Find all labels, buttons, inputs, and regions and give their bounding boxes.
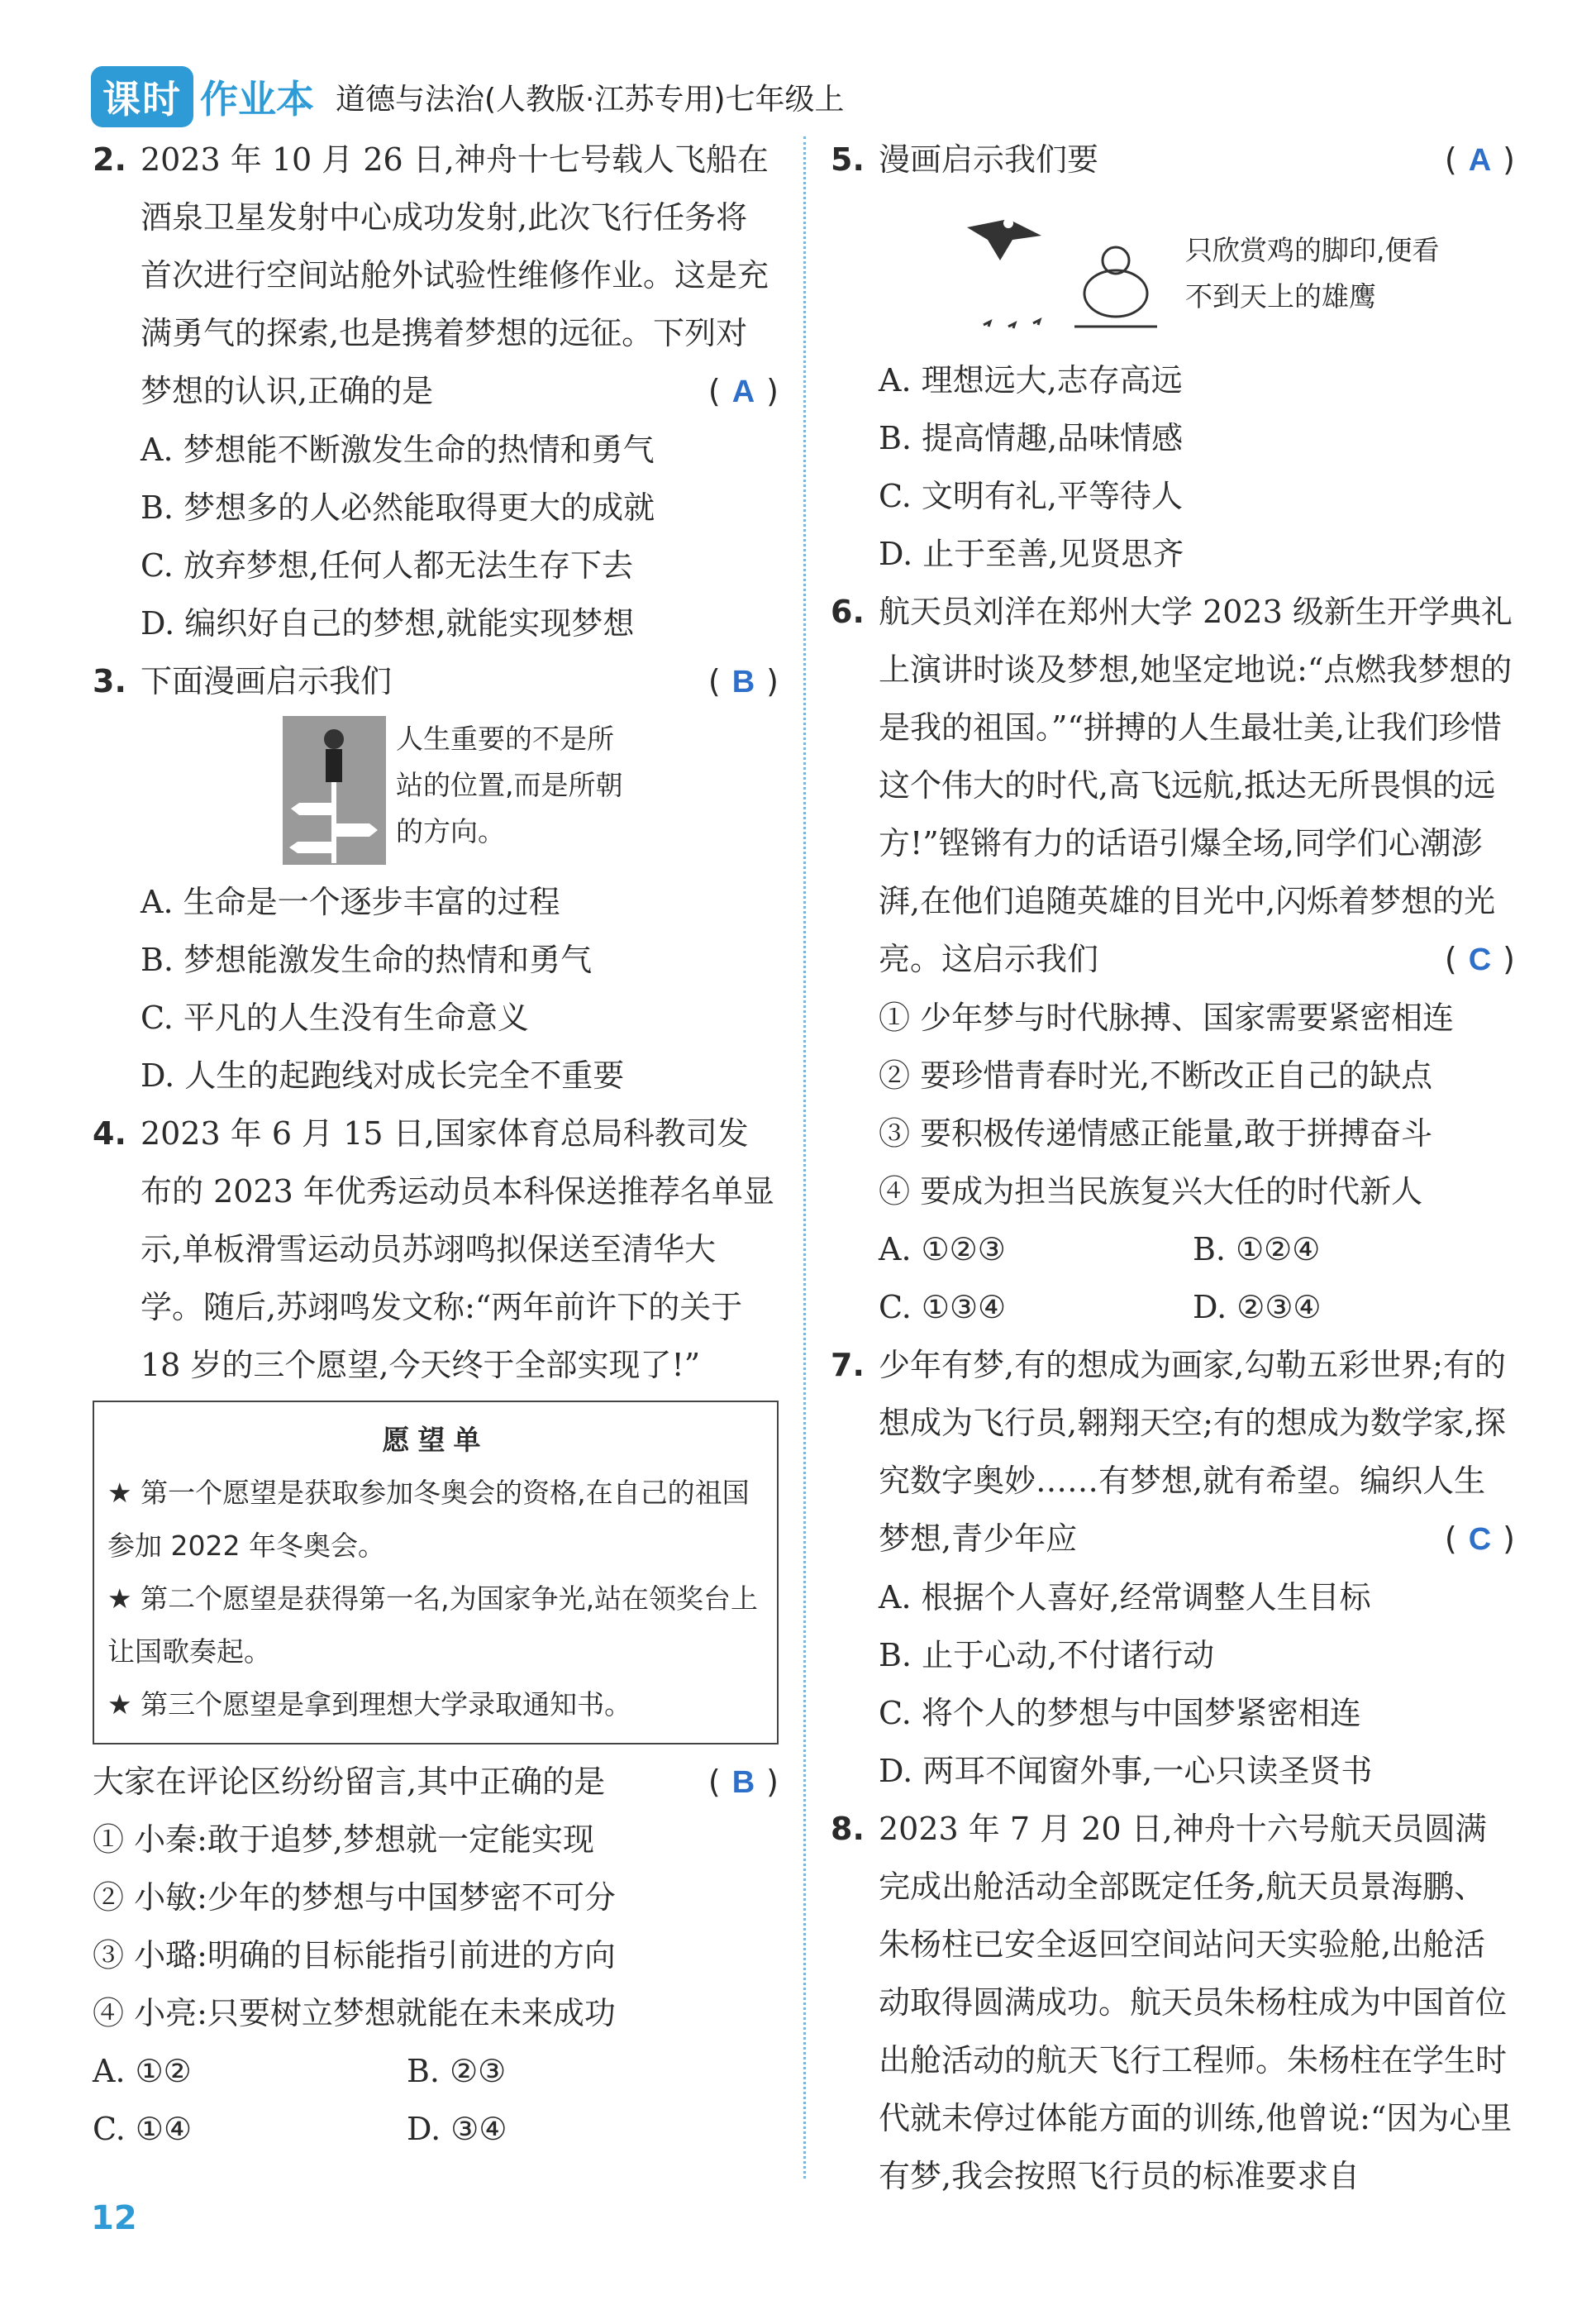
answer-letter: C: [1468, 943, 1492, 977]
signpost-cartoon-image: [283, 716, 386, 865]
question-stem: 2023 年 10 月 26 日,神舟十七号载人飞船在酒泉卫星发射中心成功发射,此次飞行任务将首次进行空间站舱外试验性维修作业。这是充满勇气的探索,也是携着梦想的远征。下列对梦想的认识,正确的是: [141, 141, 769, 409]
option-a: A. 生命是一个逐步丰富的过程: [141, 884, 560, 920]
question-stem: 航天员刘洋在郑州大学 2023 级新生开学典礼上演讲时谈及梦想,她坚定地说:“点燃我梦想的是我的祖国。”“拼搏的人生最壮美,让我们珍惜这个伟大的时代,高飞远航,抵达无所畏惧的远方!”铿锵有力的话语引爆全场,同学们心潮澎湃,在他们追随英雄的目光中,闪烁着梦想的光亮。这启示我们: [879, 594, 1513, 977]
subject-title: 道德与法治(人教版·江苏专用)七年级上: [336, 82, 845, 117]
question-number: 2.: [93, 141, 126, 178]
question-number: 4.: [93, 1115, 126, 1152]
question-5: [831, 131, 1515, 583]
option-a: A. ①②③: [879, 1231, 1006, 1267]
answer-bracket: ( C ): [1444, 1520, 1515, 1557]
option-a: A. ①②: [93, 2053, 192, 2089]
question-4: [93, 1105, 779, 2158]
statement-item: ③ 要积极传递情感正能量,敢于拼搏奋斗: [879, 1115, 1433, 1152]
answer-bracket: ( C ): [1444, 941, 1515, 977]
logo-text: 作业本: [200, 77, 314, 122]
logo: [91, 66, 314, 127]
option-c: C. 将个人的梦想与中国梦紧密相连: [879, 1695, 1361, 1731]
answer-letter: B: [731, 665, 755, 699]
question-number: 7.: [831, 1347, 865, 1383]
question-stem: 2023 年 7 月 20 日,神舟十六号航天员圆满完成出舱活动全部既定任务,航天员景海鹏、朱杨柱已安全返回空间站问天实验舱,出舱活动取得圆满成功。航天员朱杨柱成为中国首位出舱活动的航天飞行工程师。朱杨柱在学生时代就未停过体能方面的训练,他曾说:“因为心里有梦,我会按照飞行员的标准要求自: [879, 1811, 1513, 2194]
statement-item: ① 少年梦与时代脉搏、国家需要紧密相连: [879, 1000, 1455, 1036]
page-number: 12: [91, 2199, 137, 2237]
option-d: D. ②③④: [1193, 1289, 1322, 1325]
option-c: C. ①③④: [879, 1289, 1007, 1325]
answer-letter: A: [1468, 143, 1492, 178]
question-number: 8.: [831, 1811, 865, 1847]
wish-list-title: 愿望单: [382, 1424, 489, 1456]
option-d: D. 止于至善,见贤思齐: [879, 536, 1184, 572]
question-stem: 漫画启示我们要: [879, 141, 1099, 178]
option-a: A. 根据个人喜好,经常调整人生目标: [879, 1579, 1371, 1616]
question-6: [831, 583, 1515, 1336]
question-stem: 2023 年 6 月 15 日,国家体育总局科教司发布的 2023 年优秀运动员本科保送推荐名单显示,单板滑雪运动员苏翊鸣拟保送至清华大学。随后,苏翊鸣发文称:“两年前许下的关于 18 岁的三个愿望,今天终于全部实现了!”: [141, 1115, 774, 1383]
question-number: 6.: [831, 594, 865, 630]
answer-letter: A: [731, 375, 755, 409]
option-b: B. ①②④: [1193, 1231, 1321, 1267]
wish-item: ★ 第二个愿望是获得第一名,为国家争光,站在领奖台上让国歌奏起。: [107, 1582, 759, 1668]
option-d: D. ③④: [407, 2111, 507, 2147]
option-d: D. 人生的起跑线对成长完全不重要: [141, 1057, 625, 1094]
option-c: C. 放弃梦想,任何人都无法生存下去: [141, 547, 633, 584]
wish-list-box: [93, 1401, 779, 1744]
question-7: [831, 1336, 1515, 1800]
statement-item: ① 小秦:敢于追梦,梦想就一定能实现: [93, 1821, 594, 1858]
option-d: D. 编织好自己的梦想,就能实现梦想: [141, 605, 635, 642]
option-b: B. 梦想能激发生命的热情和勇气: [141, 942, 593, 978]
option-a: A. 理想远大,志存高远: [879, 362, 1183, 399]
option-grid: [831, 1220, 1515, 1336]
question-stem: 下面漫画启示我们: [141, 663, 393, 699]
option-b: B. ②③: [407, 2053, 507, 2089]
cartoon-3: [283, 716, 779, 865]
answer-bracket: ( B ): [707, 663, 779, 699]
column-divider: [803, 136, 806, 2179]
cartoon-caption: 只欣赏鸡的脚印,便看不到天上的雄鹰: [1185, 234, 1440, 313]
option-d: D. 两耳不闻窗外事,一心只读圣贤书: [879, 1753, 1373, 1789]
wish-item: ★ 第一个愿望是获取参加冬奥会的资格,在自己的祖国参加 2022 年冬奥会。: [107, 1477, 750, 1562]
option-b: B. 提高情趣,品味情感: [879, 420, 1184, 456]
answer-bracket: ( B ): [707, 1764, 779, 1800]
question-stem: 少年有梦,有的想成为画家,勾勒五彩世界;有的想成为飞行员,翱翔天空;有的想成为数学家,探究数字奥妙……有梦想,就有希望。编织人生梦想,青少年应: [879, 1347, 1506, 1557]
right-column: [831, 131, 1515, 2205]
question-3: [93, 652, 779, 1105]
eagle-chicken-cartoon-image: [950, 194, 1174, 343]
page-header: [91, 68, 845, 126]
option-c: C. 平凡的人生没有生命意义: [141, 1000, 529, 1036]
logo-badge: 课时: [91, 66, 193, 127]
question-8: [831, 1800, 1515, 2205]
left-column: [93, 131, 779, 2158]
option-grid: [93, 2042, 779, 2158]
option-a: A. 梦想能不断激发生命的热情和勇气: [141, 432, 655, 468]
statement-item: ④ 小亮:只要树立梦想就能在未来成功: [93, 1995, 616, 2031]
question-number: 3.: [93, 663, 126, 699]
question-2: [93, 131, 779, 652]
option-b: B. 梦想多的人必然能取得更大的成就: [141, 489, 655, 526]
answer-letter: B: [731, 1765, 755, 1800]
cartoon-caption: 人生重要的不是所站的位置,而是所朝的方向。: [396, 723, 623, 847]
question-number: 5.: [831, 141, 865, 178]
cartoon-5: [950, 194, 1515, 343]
option-c: C. 文明有礼,平等待人: [879, 478, 1183, 514]
statement-item: ③ 小璐:明确的目标能指引前进的方向: [93, 1937, 616, 1974]
statement-item: ② 小敏:少年的梦想与中国梦密不可分: [93, 1879, 616, 1916]
question-prompt: 大家在评论区纷纷留言,其中正确的是: [93, 1764, 606, 1800]
answer-bracket: ( A ): [707, 373, 779, 409]
option-b: B. 止于心动,不付诸行动: [879, 1637, 1215, 1673]
answer-letter: C: [1468, 1522, 1492, 1557]
wish-item: ★ 第三个愿望是拿到理想大学录取通知书。: [107, 1688, 632, 1721]
statement-item: ② 要珍惜青春时光,不断改正自己的缺点: [879, 1057, 1433, 1094]
option-c: C. ①④: [93, 2111, 193, 2147]
statement-item: ④ 要成为担当民族复兴大任的时代新人: [879, 1173, 1423, 1210]
answer-bracket: ( A ): [1444, 141, 1515, 178]
